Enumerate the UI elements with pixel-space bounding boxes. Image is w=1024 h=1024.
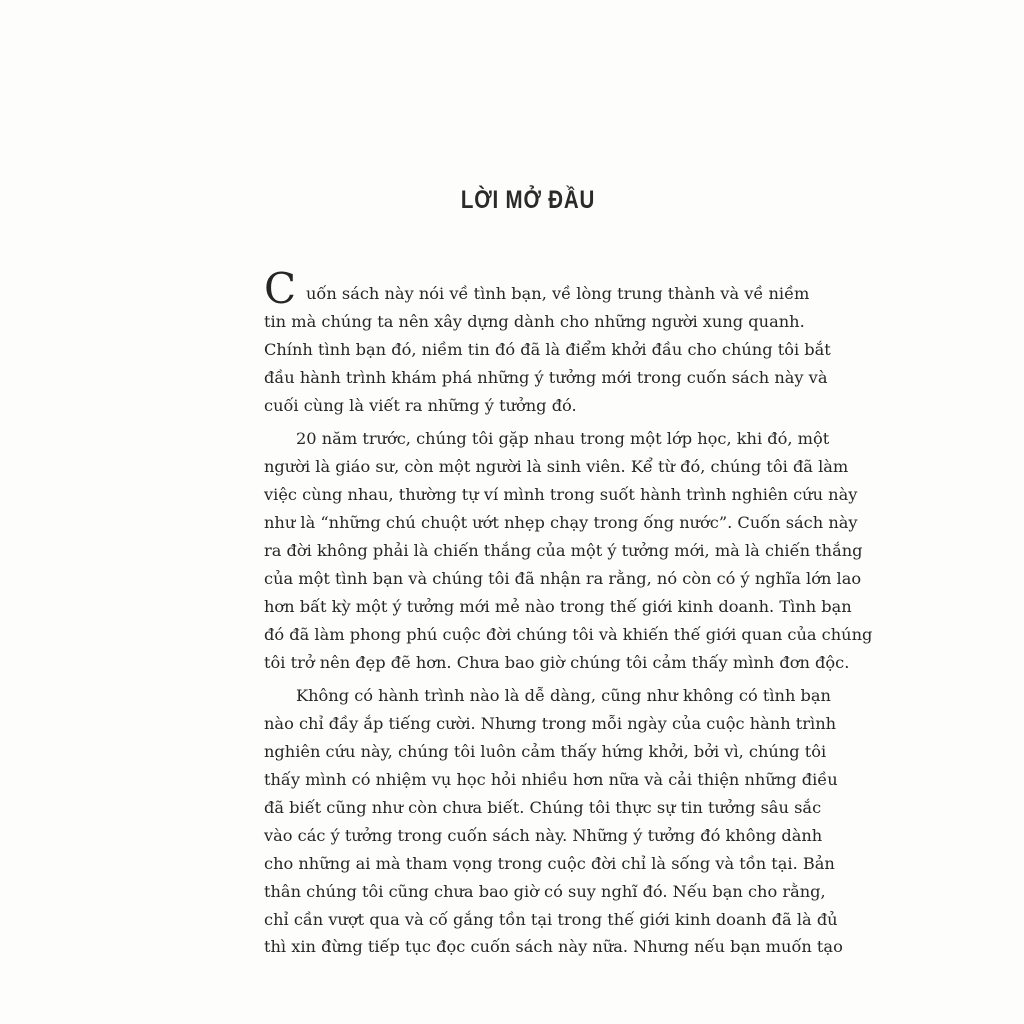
text-line: nghiên cứu này, chúng tôi luôn cảm thấy hứng khởi, bởi vì, chúng tôi: [264, 742, 827, 762]
text-line: thân chúng tôi cũng chưa bao giờ có suy nghĩ đó. Nếu bạn cho rằng,: [264, 881, 826, 901]
text-line: chỉ cần vượt qua và cố gắng tồn tại trong thế giới kinh doanh đã là đủ: [264, 909, 838, 929]
text-line: của một tình bạn và chúng tôi đã nhận ra rằng, nó còn có ý nghĩa lớn lao: [264, 568, 862, 588]
paragraph-1: [264, 264, 831, 419]
text-line: cho những ai mà tham vọng trong cuộc đời chỉ là sống và tồn tại. Bản: [264, 853, 835, 873]
paragraph-3: [264, 682, 843, 961]
text-line: tin mà chúng ta nên xây dựng dành cho những người xung quanh.: [264, 311, 805, 331]
text-line: việc cùng nhau, thường tự ví mình trong suốt hành trình nghiên cứu này: [264, 485, 858, 505]
text-line: ra đời không phải là chiến thắng của một ý tưởng mới, mà là chiến thắng: [264, 541, 863, 561]
text-line: đó đã làm phong phú cuộc đời chúng tôi và khiến thế giới quan của chúng: [264, 624, 873, 644]
text-line: Chính tình bạn đó, niềm tin đó đã là điểm khởi đầu cho chúng tôi bắt: [264, 339, 831, 359]
text-line: đầu hành trình khám phá những ý tưởng mới trong cuốn sách này và: [264, 367, 828, 387]
text-line: vào các ý tưởng trong cuốn sách này. Những ý tưởng đó không dành: [264, 825, 823, 845]
text-line: Không có hành trình nào là dễ dàng, cũng như không có tình bạn: [296, 686, 831, 706]
text-line: thì xin đừng tiếp tục đọc cuốn sách này nữa. Nhưng nếu bạn muốn tạo: [264, 937, 843, 957]
drop-cap: C: [264, 264, 297, 313]
text-line: như là “những chú chuột ướt nhẹp chạy trong ống nước”. Cuốn sách này: [264, 513, 858, 533]
page-title: LỜI MỞ ĐẦU: [460, 186, 596, 214]
text-line: cuối cùng là viết ra những ý tưởng đó.: [264, 395, 577, 415]
text-line: nào chỉ đầy ắp tiếng cười. Nhưng trong mỗi ngày của cuộc hành trình: [264, 714, 837, 734]
text-line: tôi trở nên đẹp đẽ hơn. Chưa bao giờ chúng tôi cảm thấy mình đơn độc.: [264, 652, 850, 672]
paragraph-2: [264, 425, 873, 676]
text-line: người là giáo sư, còn một người là sinh viên. Kể từ đó, chúng tôi đã làm: [264, 457, 849, 477]
body-text: [264, 264, 873, 961]
text-line: C uốn sách này nói về tình bạn, về lòng trung thành và về niềm: [264, 264, 810, 313]
text-line: 20 năm trước, chúng tôi gặp nhau trong một lớp học, khi đó, một: [296, 429, 830, 449]
text-line: thấy mình có nhiệm vụ học hỏi nhiều hơn nữa và cải thiện những điều: [264, 770, 838, 790]
text-line: đã biết cũng như còn chưa biết. Chúng tôi thực sự tin tưởng sâu sắc: [264, 798, 822, 818]
text-line: hơn bất kỳ một ý tưởng mới mẻ nào trong thế giới kinh doanh. Tình bạn: [264, 596, 852, 616]
